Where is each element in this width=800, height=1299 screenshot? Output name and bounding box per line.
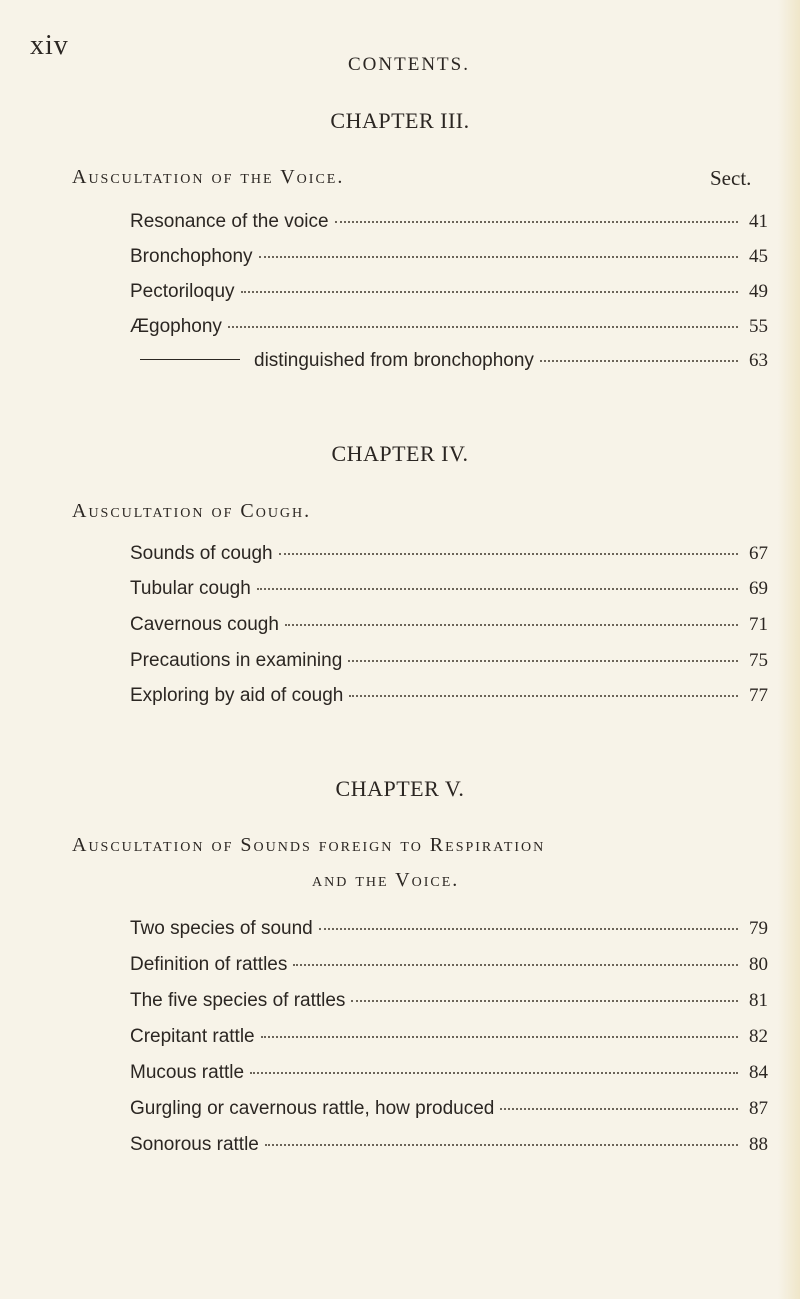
toc-entry-text: Gurgling or cavernous rattle, how produced: [130, 1098, 495, 1119]
toc-entry: [130, 211, 768, 237]
toc-page-number: 84: [749, 1062, 768, 1083]
toc-entry: [130, 1098, 768, 1124]
dot-leader: [293, 964, 738, 966]
section-heading: Auscultation of Sounds foreign to Respiration: [72, 834, 546, 856]
toc-entry: [130, 1062, 768, 1088]
toc-page-number: 82: [749, 1026, 768, 1047]
ditto-dash: [140, 359, 240, 360]
toc-entry-text: Definition of rattles: [130, 954, 288, 975]
toc-page-number: 77: [749, 685, 768, 706]
dot-leader: [265, 1144, 738, 1146]
toc-entry-text: Sounds of cough: [130, 543, 273, 564]
toc-entry: [130, 1134, 768, 1160]
toc-page-number: 79: [749, 918, 768, 939]
dot-leader: [250, 1072, 738, 1074]
toc-entry-text: Tubular cough: [130, 578, 251, 599]
dot-leader: [241, 291, 738, 293]
toc-entry: [130, 281, 768, 307]
dot-leader: [228, 326, 738, 328]
page-edge: [778, 0, 800, 1299]
toc-page-number: 63: [749, 350, 768, 371]
section-heading: Auscultation of the Voice.: [72, 166, 345, 188]
toc-entry: [130, 990, 768, 1016]
toc-entry-text: Bronchophony: [130, 246, 253, 267]
dot-leader: [349, 695, 738, 697]
dot-leader: [319, 928, 738, 930]
toc-entry-text: Exploring by aid of cough: [130, 685, 344, 706]
toc-page-number: 49: [749, 281, 768, 302]
toc-page-number: 80: [749, 954, 768, 975]
toc-page-number: 88: [749, 1134, 768, 1155]
toc-entry-text: Resonance of the voice: [130, 211, 329, 232]
toc-page-number: 45: [749, 246, 768, 267]
toc-page-number: 55: [749, 316, 768, 337]
toc-entry-text: distinguished from bronchophony: [254, 350, 534, 371]
dot-leader: [279, 553, 738, 555]
sect-column-label: Sect.: [710, 166, 752, 190]
toc-entry-text: Sonorous rattle: [130, 1134, 259, 1155]
toc-entry: [130, 918, 768, 944]
toc-entry: [130, 316, 768, 342]
toc-entry-text: Crepitant rattle: [130, 1026, 255, 1047]
chapter-title: CHAPTER V.: [335, 776, 465, 801]
dot-leader: [348, 660, 738, 662]
toc-entry: [130, 578, 768, 604]
dot-leader: [285, 624, 738, 626]
toc-entry: [130, 650, 768, 676]
chapter-title: CHAPTER III.: [330, 108, 470, 133]
toc-entry: [130, 246, 768, 272]
running-head: CONTENTS.: [348, 54, 470, 75]
page-folio: xiv: [30, 30, 69, 61]
section-heading-continued: and the Voice.: [312, 869, 460, 891]
chapter-title: CHAPTER IV.: [331, 441, 469, 466]
toc-entry-text: Pectoriloquy: [130, 281, 235, 302]
toc-entry: [130, 543, 768, 569]
dot-leader: [540, 360, 738, 362]
toc-entry: [130, 685, 768, 711]
section-heading: Auscultation of Cough.: [72, 500, 312, 522]
toc-page-number: 87: [749, 1098, 768, 1119]
toc-entry-text: Precautions in examining: [130, 650, 343, 671]
dot-leader: [257, 588, 738, 590]
toc-page-number: 67: [749, 543, 768, 564]
toc-entry-text: Ægophony: [130, 316, 222, 337]
toc-entry: [130, 1026, 768, 1052]
toc-page-number: 81: [749, 990, 768, 1011]
toc-entry-text: Cavernous cough: [130, 614, 279, 635]
toc-page-number: 69: [749, 578, 768, 599]
dot-leader: [500, 1108, 738, 1110]
toc-entry: [130, 954, 768, 980]
dot-leader: [335, 221, 738, 223]
dot-leader: [261, 1036, 738, 1038]
toc-page-number: 71: [749, 614, 768, 635]
dot-leader: [351, 1000, 738, 1002]
toc-page-number: 75: [749, 650, 768, 671]
toc-entry: [130, 350, 768, 376]
toc-entry-text: The five species of rattles: [130, 990, 346, 1011]
dot-leader: [259, 256, 738, 258]
toc-entry-text: Two species of sound: [130, 918, 313, 939]
toc-page-number: 41: [749, 211, 768, 232]
toc-entry: [130, 614, 768, 640]
toc-entry-text: Mucous rattle: [130, 1062, 245, 1083]
